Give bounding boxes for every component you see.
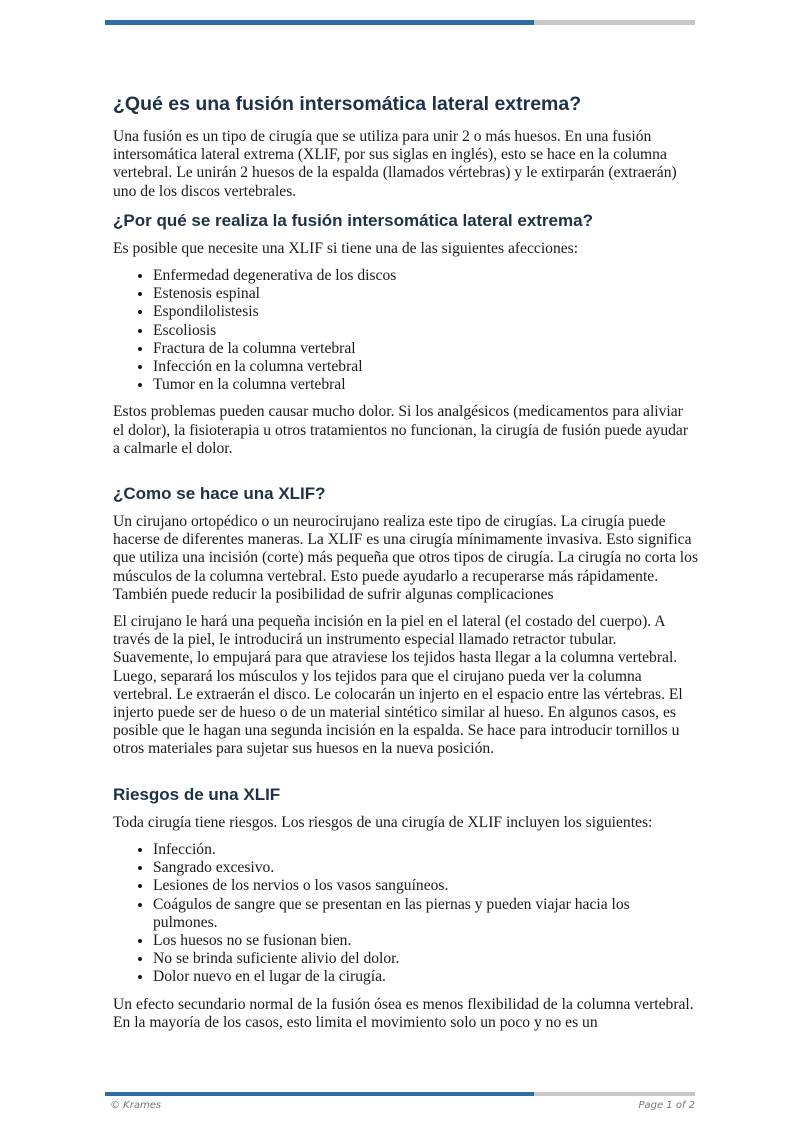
list-item: • Tumor en la columna vertebral <box>153 376 698 394</box>
header-progress-fill <box>105 20 534 25</box>
section-why-after: Estos problemas pueden causar mucho dolor. Si los analgésicos (medicamentos para aliviar el dolor), la fisioterapia u otros tratamientos no funcionan, la cirugía de fusión puede ayudar a calmarle el dolor. <box>113 403 689 457</box>
list-item: • Coágulos de sangre que se presentan en las piernas y pueden viajar hacia los pulmones. <box>153 896 698 932</box>
section-how-p1: Un cirujano ortopédico o un neurocirujano realiza este tipo de cirugías. La cirugía puede hacerse de diferentes maneras. La XLIF es una cirugía mínimamente invasiva. Esto significa que utiliza una incisión (corte) más pequeña que otros tipos de cirugía. La cirugía no corta los músculos de la columna vertebral. Esto puede ayudarlo a recuperarse más rápidamente. También puede reducir la posibilidad de sufrir algunas complicaciones <box>113 513 699 603</box>
list-item: • Fractura de la columna vertebral <box>153 340 698 358</box>
list-item: • Dolor nuevo en el lugar de la cirugía. <box>153 968 698 986</box>
list-item: • Infección. <box>153 841 698 859</box>
footer-progress-bar <box>105 1092 695 1096</box>
section-risks-lead: Toda cirugía tiene riesgos. Los riesgos de una cirugía de XLIF incluyen los siguientes: <box>113 813 653 831</box>
document-body <box>113 92 698 1041</box>
list-item: • Sangrado excesivo. <box>153 859 698 877</box>
list-item: • No se brinda suficiente alivio del dolor. <box>153 950 698 968</box>
list-item: • Escoliosis <box>153 322 698 340</box>
header-progress-bar <box>105 20 695 25</box>
section-heading-why: ¿Por qué se realiza la fusión intersomática lateral extrema? <box>113 210 593 230</box>
list-item: • Estenosis espinal <box>153 285 698 303</box>
risks-list <box>113 841 698 987</box>
footer-progress-fill <box>105 1092 534 1096</box>
section-heading-risks: Riesgos de una XLIF <box>113 784 281 804</box>
page-number: Page 1 of 2 <box>638 1100 695 1111</box>
conditions-list <box>113 267 698 394</box>
list-item: • Enfermedad degenerativa de los discos <box>153 267 698 285</box>
section-risks-after: Un efecto secundario normal de la fusión ósea es menos flexibilidad de la columna vertebral. En la mayoría de los casos, esto limita el movimiento solo un poco y no es un <box>113 995 694 1031</box>
section-why-lead: Es posible que necesite una XLIF si tiene una de las siguientes afecciones: <box>113 239 579 257</box>
intro-paragraph: Una fusión es un tipo de cirugía que se utiliza para unir 2 o más huesos. En una fusión intersomática lateral extrema (XLIF, por sus siglas en inglés), esto se hace en la columna vertebral. Le unirán 2 huesos de la espalda (llamados vértebras) y le extirparán (extraerán) uno de los discos vertebrales. <box>113 128 677 200</box>
list-item: • Espondilolistesis <box>153 303 698 321</box>
section-heading-how: ¿Como se hace una XLIF? <box>113 484 326 504</box>
copyright-text: © Krames <box>110 1100 162 1111</box>
list-item: • Los huesos no se fusionan bien. <box>153 932 698 950</box>
list-item: • Infección en la columna vertebral <box>153 358 698 376</box>
section-how-p2: El cirujano le hará una pequeña incisión en la piel en el lateral (el costado del cuerpo). A través de la piel, le introducirá un instrumento especial llamado retractor tubular. Suavemente, lo empujará para que atraviese los tejidos hasta llegar a la columna vertebral. Luego, separará los músculos y los tejidos para que el cirujano pueda ver la columna vertebral. Le extraerán el disco. Le colocarán un injerto en el espacio entre las vértebras. El injerto puede ser de hueso o de un material sintético similar al hueso. En algunos casos, es posible que le hagan una segunda incisión en la espalda. Se hace para introducir tornillos u otros materiales para sujetar sus huesos en la nueva posición. <box>113 613 683 758</box>
list-item: • Lesiones de los nervios o los vasos sanguíneos. <box>153 877 698 895</box>
page-title: ¿Qué es una fusión intersomática lateral extrema? <box>113 93 582 115</box>
